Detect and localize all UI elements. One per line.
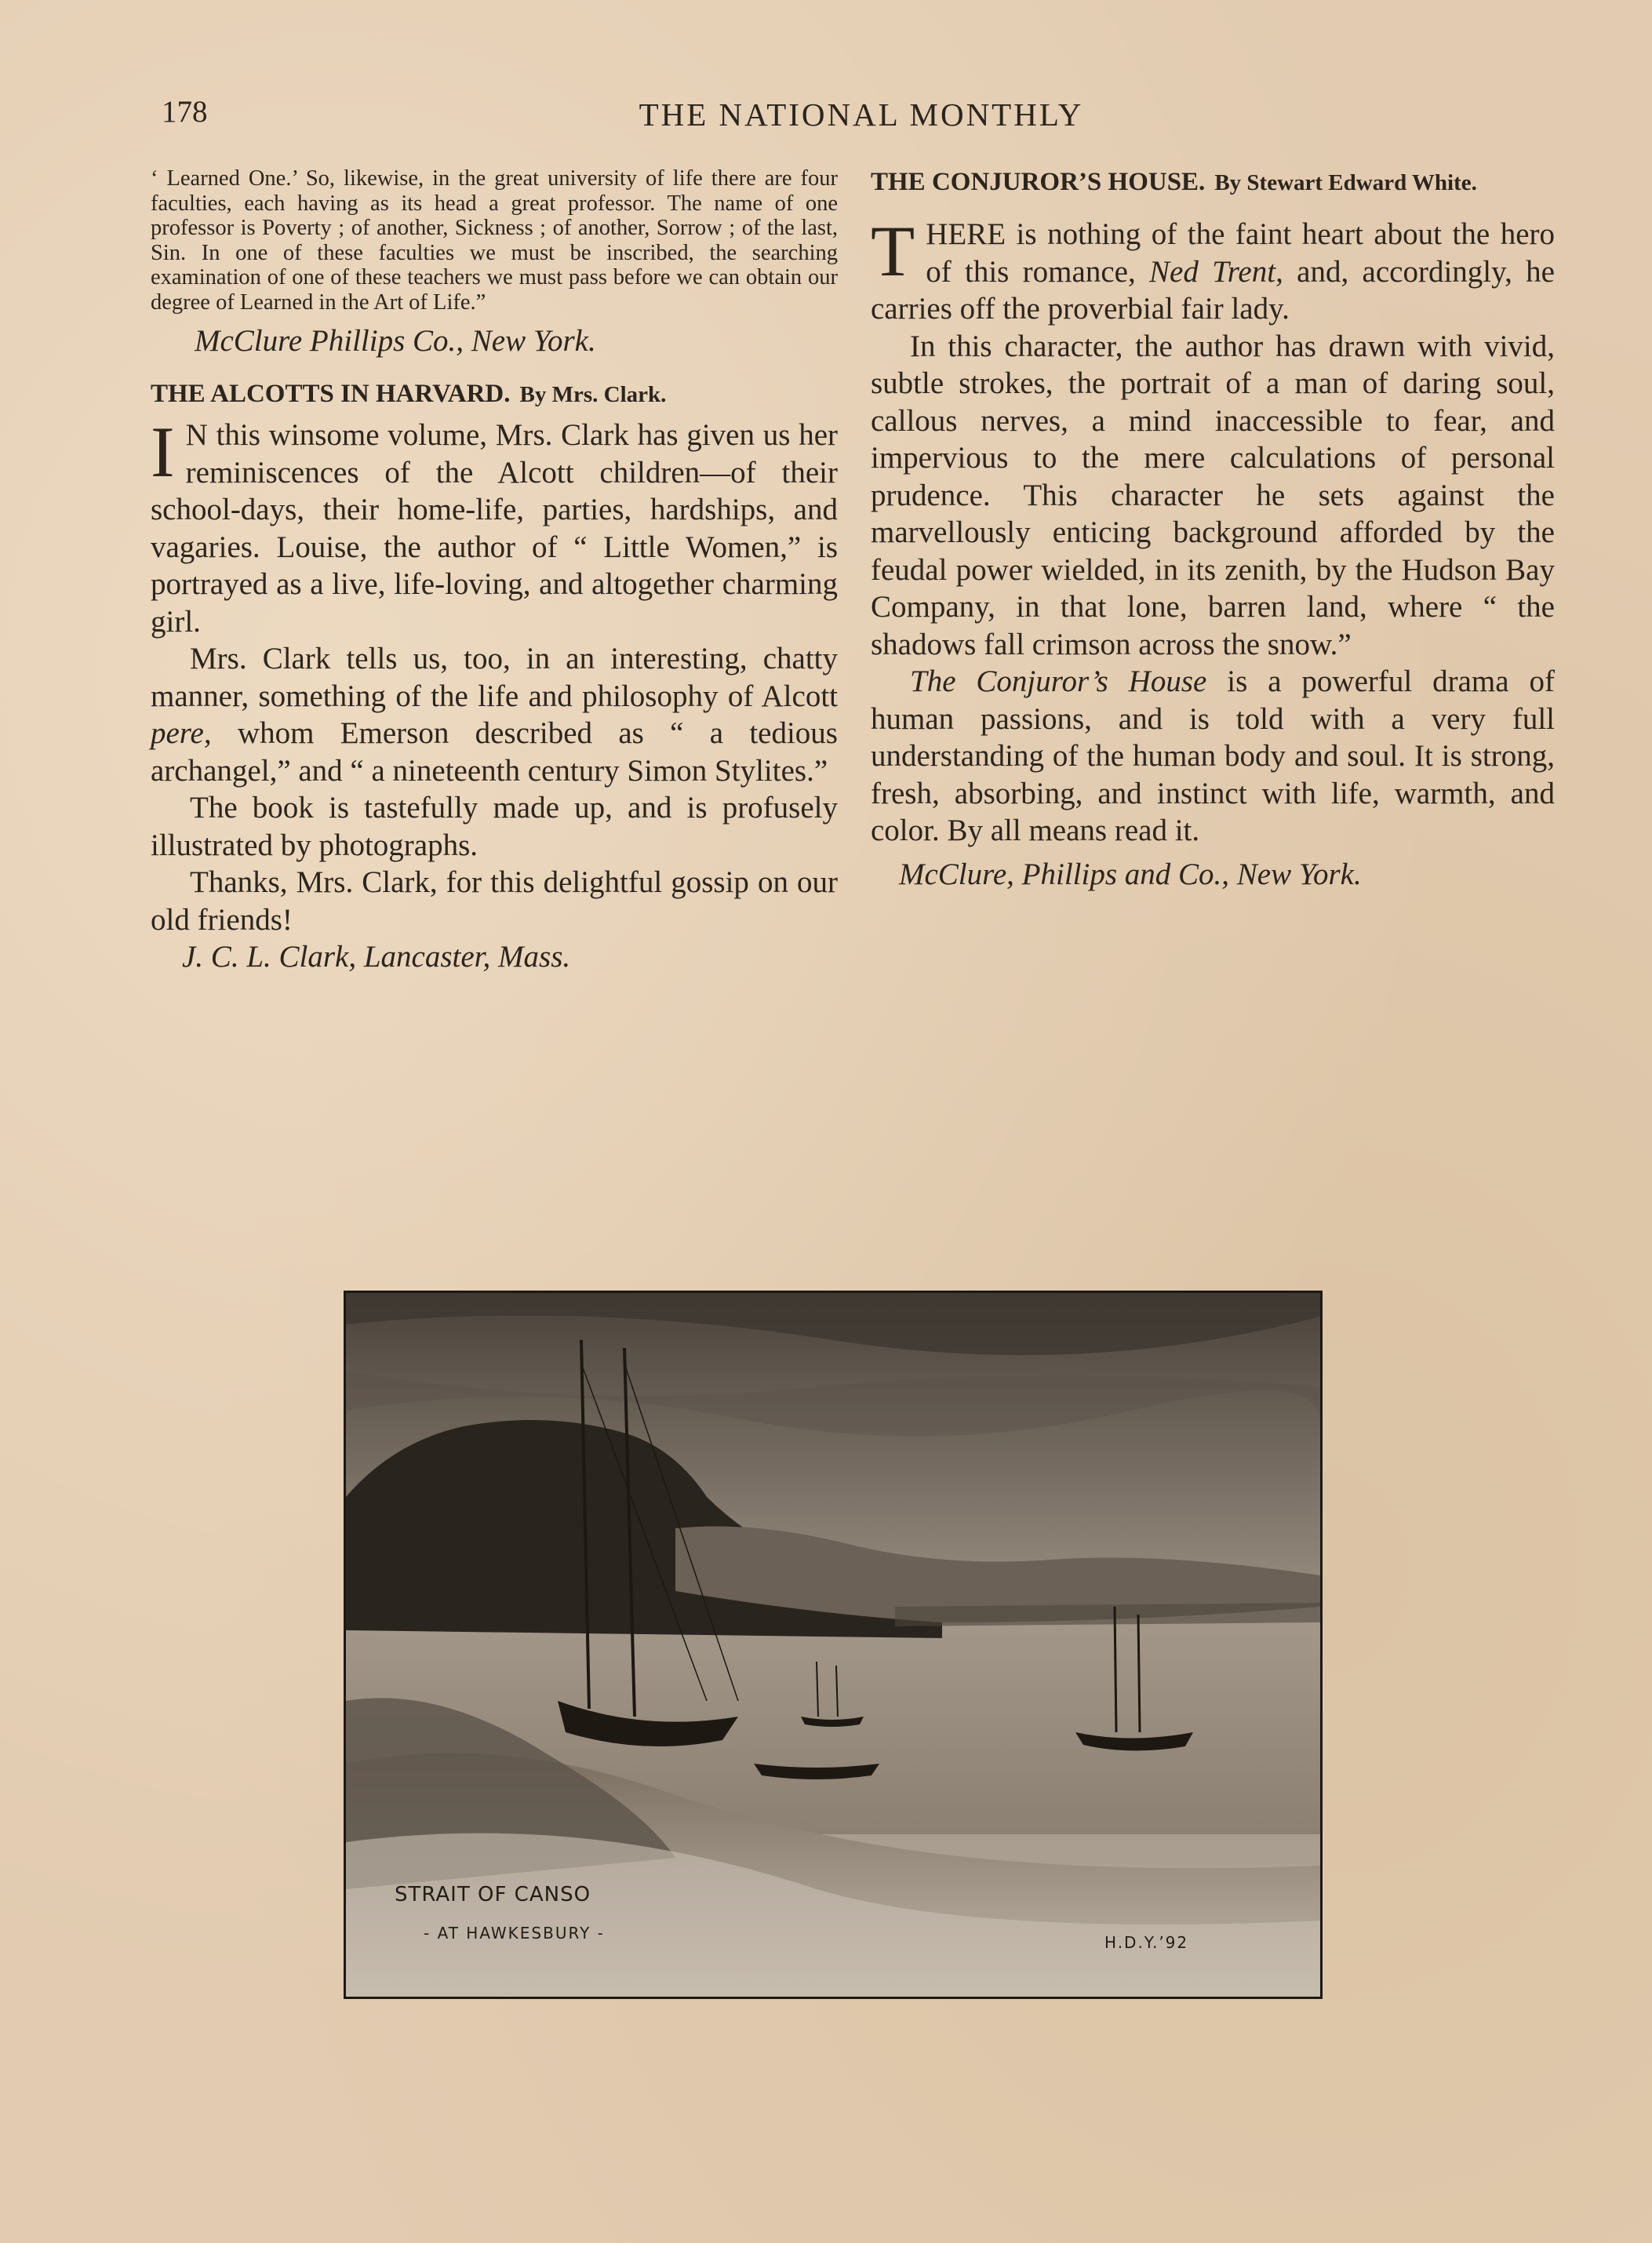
review-paragraph-3 — [871, 663, 1555, 850]
review-heading-conjuror — [871, 166, 1555, 198]
paragraph-text: and, accordingly, he carries off the proverbial fair lady. — [871, 254, 1555, 326]
page-number: 178 — [162, 95, 208, 129]
review-paragraph-1 — [871, 211, 1555, 328]
review-author: By Mrs. Clark. — [519, 382, 667, 407]
review-attribution: J. C. L. Clark, Lancaster, Mass. — [182, 940, 571, 974]
review-author: By Stewart Edward White. — [1214, 170, 1477, 195]
review-attribution: McClure, Phillips and Co., New York. — [899, 857, 1362, 891]
review-paragraph-4: Thanks, Mrs. Clark, for this delightful gossip on our old friends! — [151, 865, 838, 937]
review-paragraph-1 — [151, 412, 838, 640]
italic-term: pere, — [151, 716, 212, 750]
review-title: THE CONJUROR’S HOUSE. — [871, 168, 1206, 196]
review-paragraph-2: In this character, the author has drawn with vivid, subtle strokes, the portrait of a man of daring soul, callous nerves, a mind inaccessible to fear, and impervious to the mere calculations of personal prudence. This character he sets against the marvellously enticing background afforded by the feudal power wielded, in its zenith, by the Hudson Bay Company, in that lone, barren land, where “ the shadows fall crimson across the snow.” — [871, 329, 1555, 661]
review-heading-alcotts — [151, 380, 838, 409]
left-column — [151, 166, 838, 975]
review-paragraph-3: The book is tastefully made up, and is profusely illustrated by photographs. — [151, 791, 838, 862]
illustration-signature: H.D.Y.’92 — [1104, 1933, 1189, 1952]
quote-attribution: McClure Phillips Co., New York. — [195, 324, 596, 358]
running-head: THE NATIONAL MONTHLY — [639, 96, 1084, 133]
drop-cap: I — [151, 412, 175, 492]
paragraph-text: Mrs. Clark tells us, too, in an interesting, chatty manner, something of the life and philosophy of Alcott — [151, 642, 838, 713]
right-column — [871, 166, 1555, 893]
italic-term: Ned Trent, — [1149, 254, 1283, 289]
paragraph-text: is a powerful drama of human passions, and is told with a very full understanding of the human body and soul. It is strong, fresh, absorbing, and instinct with life, warmth, and color. By all means read it. — [871, 665, 1555, 847]
drop-cap: T — [871, 211, 915, 291]
paragraph-text: whom Emerson described as “ a tedious archangel,” and “ a nineteenth century Simon Stylites.” — [151, 716, 838, 788]
review-paragraph-2 — [151, 640, 838, 789]
illustration-caption: STRAIT OF CANSO — [395, 1883, 591, 1906]
paragraph-text: HERE is nothing of the faint heart about the hero of this romance, — [926, 217, 1555, 289]
illustration-subcaption: - AT HAWKESBURY - — [424, 1924, 605, 1943]
italic-title: The Conjuror’s House — [910, 665, 1207, 698]
paragraph-text: N this winsome volume, Mrs. Clark has given us her reminiscences of the Alcott children—of their school-days, their home-life, parties, hardships, and vagaries. Louise, the author of “ Little Women,” is portrayed as a live, life-loving, and altogether charming girl. — [151, 418, 838, 639]
review-title: THE ALCOTTS IN HARVARD. — [151, 380, 511, 408]
quote-end-paragraph: ‘ Learned One.’ So, likewise, in the great university of life there are four faculties, each having as its head a great professor. The name of one professor is Poverty ; of another, Sickness ; of another, Sorrow ; of the last, Sin. In one of these faculties we must be inscribed, the searching examination of one of these teachers we must pass before we can obtain our degree of Learned in the Art of Life.” — [151, 166, 838, 315]
